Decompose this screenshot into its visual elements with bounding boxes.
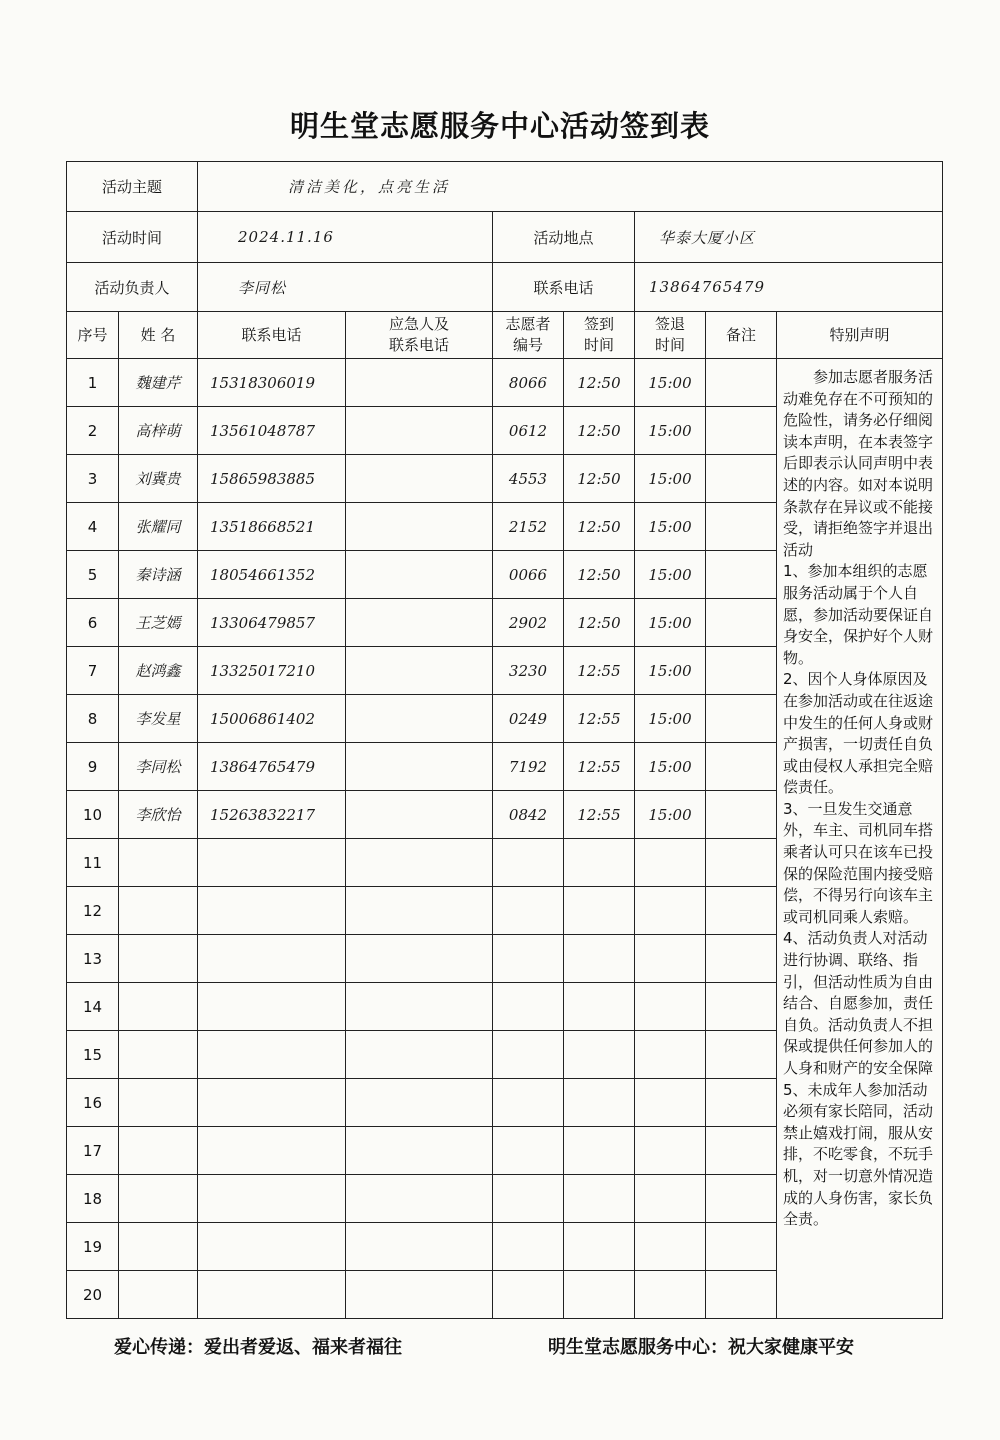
special-notice bbox=[777, 359, 943, 1319]
row-remark[interactable] bbox=[706, 935, 777, 983]
row-remark[interactable] bbox=[706, 599, 777, 647]
row-vol-id[interactable]: 8066 bbox=[493, 359, 564, 407]
row-sign-in[interactable] bbox=[564, 1175, 635, 1223]
row-seq: 6 bbox=[67, 599, 119, 647]
header-in-line2: 时间 bbox=[584, 336, 615, 354]
theme-value[interactable]: 清洁美化，点亮生活 bbox=[198, 162, 943, 212]
header-out-line1: 签退 bbox=[655, 315, 686, 333]
row-sign-out[interactable] bbox=[635, 1079, 706, 1127]
row-phone[interactable]: 18054661352 bbox=[198, 551, 346, 599]
row-remark[interactable] bbox=[706, 1079, 777, 1127]
row-remark[interactable] bbox=[706, 1271, 777, 1319]
row-name[interactable]: 秦诗涵 bbox=[119, 551, 198, 599]
row-remark[interactable] bbox=[706, 887, 777, 935]
row-phone[interactable]: 13306479857 bbox=[198, 599, 346, 647]
row-sign-out[interactable]: 15:00 bbox=[635, 503, 706, 551]
row-phone[interactable] bbox=[198, 839, 346, 887]
row-emergency[interactable] bbox=[346, 695, 493, 743]
row-name[interactable] bbox=[119, 935, 198, 983]
header-sign-out bbox=[635, 312, 706, 359]
row-sign-out[interactable]: 15:00 bbox=[635, 791, 706, 839]
row-emergency[interactable] bbox=[346, 887, 493, 935]
row-remark[interactable] bbox=[706, 983, 777, 1031]
place-value[interactable]: 华泰大厦小区 bbox=[635, 212, 943, 263]
header-emergency-line1: 应急人及 bbox=[389, 315, 450, 333]
header-emergency bbox=[346, 312, 493, 359]
row-sign-out[interactable]: 15:00 bbox=[635, 551, 706, 599]
row-vol-id[interactable]: 0066 bbox=[493, 551, 564, 599]
row-name[interactable] bbox=[119, 1079, 198, 1127]
row-sign-out[interactable]: 15:00 bbox=[635, 695, 706, 743]
row-emergency[interactable] bbox=[346, 1031, 493, 1079]
row-sign-in[interactable] bbox=[564, 1271, 635, 1319]
row-name[interactable] bbox=[119, 1271, 198, 1319]
row-phone[interactable]: 13325017210 bbox=[198, 647, 346, 695]
row-name[interactable] bbox=[119, 1031, 198, 1079]
row-phone[interactable] bbox=[198, 1031, 346, 1079]
row-sign-in[interactable]: 12:50 bbox=[564, 503, 635, 551]
row-sign-out[interactable] bbox=[635, 1271, 706, 1319]
row-remark[interactable] bbox=[706, 359, 777, 407]
row-sign-in[interactable]: 12:55 bbox=[564, 647, 635, 695]
row-vol-id[interactable]: 7192 bbox=[493, 743, 564, 791]
row-phone[interactable]: 13561048787 bbox=[198, 407, 346, 455]
row-emergency[interactable] bbox=[346, 359, 493, 407]
row-phone[interactable]: 13864765479 bbox=[198, 743, 346, 791]
row-seq: 19 bbox=[67, 1223, 119, 1271]
row-phone[interactable] bbox=[198, 887, 346, 935]
footer-right: 明生堂志愿服务中心：祝大家健康平安 bbox=[548, 1337, 854, 1358]
row-seq: 1 bbox=[67, 359, 119, 407]
row-vol-id[interactable]: 0842 bbox=[493, 791, 564, 839]
header-vol-line1: 志愿者 bbox=[505, 315, 551, 333]
header-name: 姓 名 bbox=[119, 312, 198, 359]
row-vol-id[interactable]: 0612 bbox=[493, 407, 564, 455]
row-name[interactable] bbox=[119, 983, 198, 1031]
row-phone[interactable]: 13518668521 bbox=[198, 503, 346, 551]
row-emergency[interactable] bbox=[346, 983, 493, 1031]
row-vol-id[interactable] bbox=[493, 887, 564, 935]
row-phone[interactable] bbox=[198, 935, 346, 983]
row-vol-id[interactable] bbox=[493, 1175, 564, 1223]
notice-paragraph: 2、因个人身体原因及在参加活动或在往返途中发生的任何人身或财产损害，一切责任自负或由侵权人承担完全赔偿责任。 bbox=[783, 670, 934, 797]
leader-phone-label: 联系电话 bbox=[493, 263, 635, 312]
header-in-line1: 签到 bbox=[584, 315, 615, 333]
row-emergency[interactable] bbox=[346, 1127, 493, 1175]
row-sign-out[interactable] bbox=[635, 887, 706, 935]
row-sign-in[interactable] bbox=[564, 839, 635, 887]
row-sign-in[interactable]: 12:50 bbox=[564, 599, 635, 647]
row-phone[interactable]: 15865983885 bbox=[198, 455, 346, 503]
row-remark[interactable] bbox=[706, 503, 777, 551]
row-name[interactable]: 张耀同 bbox=[119, 503, 198, 551]
row-phone[interactable] bbox=[198, 1079, 346, 1127]
row-emergency[interactable] bbox=[346, 743, 493, 791]
place-label: 活动地点 bbox=[493, 212, 635, 263]
leader-row bbox=[67, 263, 943, 312]
footer-left: 爱心传递：爱出者爱返、福来者福往 bbox=[114, 1337, 402, 1358]
row-phone[interactable] bbox=[198, 1175, 346, 1223]
row-emergency[interactable] bbox=[346, 839, 493, 887]
row-remark[interactable] bbox=[706, 455, 777, 503]
row-seq: 3 bbox=[67, 455, 119, 503]
row-sign-in[interactable]: 12:50 bbox=[564, 551, 635, 599]
header-sign-in bbox=[564, 312, 635, 359]
row-vol-id[interactable] bbox=[493, 1271, 564, 1319]
row-phone[interactable]: 15263832217 bbox=[198, 791, 346, 839]
row-seq: 15 bbox=[67, 1031, 119, 1079]
row-seq: 13 bbox=[67, 935, 119, 983]
row-sign-in[interactable] bbox=[564, 1223, 635, 1271]
row-phone[interactable]: 15006861402 bbox=[198, 695, 346, 743]
notice-paragraph: 3、一旦发生交通意外，车主、司机同车搭乘者认可只在该车已投保的保险范围内接受赔偿，不得另行向该车主或司机同乘人索赔。 bbox=[783, 799, 934, 926]
row-emergency[interactable] bbox=[346, 455, 493, 503]
row-sign-out[interactable]: 15:00 bbox=[635, 455, 706, 503]
row-sign-in[interactable]: 12:50 bbox=[564, 359, 635, 407]
leader-label: 活动负责人 bbox=[67, 263, 198, 312]
row-sign-in[interactable] bbox=[564, 935, 635, 983]
row-sign-in[interactable] bbox=[564, 1127, 635, 1175]
row-vol-id[interactable] bbox=[493, 1127, 564, 1175]
row-name[interactable]: 李欣怡 bbox=[119, 791, 198, 839]
row-seq: 4 bbox=[67, 503, 119, 551]
row-seq: 12 bbox=[67, 887, 119, 935]
row-vol-id[interactable] bbox=[493, 1031, 564, 1079]
row-name[interactable] bbox=[119, 1223, 198, 1271]
header-out-line2: 时间 bbox=[655, 336, 686, 354]
row-remark[interactable] bbox=[706, 1031, 777, 1079]
row-sign-in[interactable]: 12:55 bbox=[564, 791, 635, 839]
row-name[interactable]: 高梓萌 bbox=[119, 407, 198, 455]
row-sign-out[interactable] bbox=[635, 1127, 706, 1175]
row-emergency[interactable] bbox=[346, 599, 493, 647]
row-name[interactable] bbox=[119, 839, 198, 887]
leader-phone-value[interactable]: 13864765479 bbox=[635, 263, 943, 312]
row-remark[interactable] bbox=[706, 647, 777, 695]
row-sign-out[interactable] bbox=[635, 1223, 706, 1271]
row-emergency[interactable] bbox=[346, 407, 493, 455]
row-name[interactable]: 魏建芹 bbox=[119, 359, 198, 407]
row-name[interactable]: 王芝嫣 bbox=[119, 599, 198, 647]
row-sign-in[interactable] bbox=[564, 887, 635, 935]
row-vol-id[interactable]: 2902 bbox=[493, 599, 564, 647]
row-seq: 9 bbox=[67, 743, 119, 791]
time-label: 活动时间 bbox=[67, 212, 198, 263]
notice-paragraph: 4、活动负责人对活动进行协调、联络、指引，但活动性质为自由结合、自愿参加，责任自负。活动负责人不担保或提供任何参加人的人身和财产的安全保障 bbox=[783, 929, 934, 1077]
row-vol-id[interactable]: 3230 bbox=[493, 647, 564, 695]
column-header-row bbox=[67, 312, 943, 359]
row-vol-id[interactable]: 4553 bbox=[493, 455, 564, 503]
row-vol-id[interactable]: 0249 bbox=[493, 695, 564, 743]
row-phone[interactable] bbox=[198, 1271, 346, 1319]
row-seq: 2 bbox=[67, 407, 119, 455]
row-sign-in[interactable]: 12:50 bbox=[564, 407, 635, 455]
row-remark[interactable] bbox=[706, 407, 777, 455]
header-notice: 特别声明 bbox=[777, 312, 943, 359]
row-name[interactable]: 李同松 bbox=[119, 743, 198, 791]
row-emergency[interactable] bbox=[346, 1079, 493, 1127]
row-sign-out[interactable]: 15:00 bbox=[635, 743, 706, 791]
row-vol-id[interactable] bbox=[493, 1223, 564, 1271]
row-sign-out[interactable] bbox=[635, 1175, 706, 1223]
row-seq: 10 bbox=[67, 791, 119, 839]
row-remark[interactable] bbox=[706, 1175, 777, 1223]
row-sign-in[interactable] bbox=[564, 983, 635, 1031]
page-title: 明生堂志愿服务中心活动签到表 bbox=[289, 109, 710, 143]
row-remark[interactable] bbox=[706, 695, 777, 743]
header-seq: 序号 bbox=[67, 312, 119, 359]
row-sign-out[interactable]: 15:00 bbox=[635, 407, 706, 455]
row-sign-out[interactable] bbox=[635, 935, 706, 983]
row-sign-out[interactable] bbox=[635, 1031, 706, 1079]
row-name[interactable]: 李发星 bbox=[119, 695, 198, 743]
row-remark[interactable] bbox=[706, 743, 777, 791]
row-vol-id[interactable] bbox=[493, 935, 564, 983]
row-phone[interactable]: 15318306019 bbox=[198, 359, 346, 407]
row-emergency[interactable] bbox=[346, 935, 493, 983]
leader-value[interactable]: 李同松 bbox=[198, 263, 493, 312]
row-name[interactable] bbox=[119, 1127, 198, 1175]
notice-paragraph: 参加志愿者服务活动难免存在不可预知的危险性，请务必仔细阅读本声明，在本表签字后即表示认同声明中表述的内容。如对本说明条款存在异议或不能接受，请拒绝签字并退出活动 bbox=[783, 368, 934, 559]
row-sign-in[interactable]: 12:55 bbox=[564, 743, 635, 791]
row-sign-out[interactable]: 15:00 bbox=[635, 647, 706, 695]
row-remark[interactable] bbox=[706, 791, 777, 839]
row-name[interactable] bbox=[119, 1175, 198, 1223]
row-emergency[interactable] bbox=[346, 1175, 493, 1223]
row-seq: 8 bbox=[67, 695, 119, 743]
row-vol-id[interactable] bbox=[493, 983, 564, 1031]
row-emergency[interactable] bbox=[346, 1271, 493, 1319]
row-seq: 14 bbox=[67, 983, 119, 1031]
header-remark: 备注 bbox=[706, 312, 777, 359]
header-vol-line2: 编号 bbox=[513, 336, 544, 354]
row-remark[interactable] bbox=[706, 1223, 777, 1271]
row-seq: 7 bbox=[67, 647, 119, 695]
row-name[interactable]: 赵鸿鑫 bbox=[119, 647, 198, 695]
row-seq: 20 bbox=[67, 1271, 119, 1319]
sign-in-table bbox=[66, 161, 943, 1319]
row-seq: 18 bbox=[67, 1175, 119, 1223]
row-sign-in[interactable]: 12:50 bbox=[564, 455, 635, 503]
row-sign-in[interactable] bbox=[564, 1031, 635, 1079]
row-remark[interactable] bbox=[706, 839, 777, 887]
row-emergency[interactable] bbox=[346, 791, 493, 839]
row-sign-out[interactable] bbox=[635, 983, 706, 1031]
row-seq: 17 bbox=[67, 1127, 119, 1175]
row-phone[interactable] bbox=[198, 983, 346, 1031]
row-sign-out[interactable] bbox=[635, 839, 706, 887]
row-seq: 5 bbox=[67, 551, 119, 599]
theme-row bbox=[67, 162, 943, 212]
row-remark[interactable] bbox=[706, 551, 777, 599]
time-value[interactable]: 2024.11.16 bbox=[198, 212, 493, 263]
time-place-row bbox=[67, 212, 943, 263]
row-emergency[interactable] bbox=[346, 647, 493, 695]
row-remark[interactable] bbox=[706, 1127, 777, 1175]
header-phone: 联系电话 bbox=[198, 312, 346, 359]
table-row bbox=[67, 359, 943, 407]
row-sign-out[interactable]: 15:00 bbox=[635, 359, 706, 407]
row-seq: 11 bbox=[67, 839, 119, 887]
row-phone[interactable] bbox=[198, 1127, 346, 1175]
row-name[interactable]: 刘冀贵 bbox=[119, 455, 198, 503]
notice-paragraph: 1、参加本组织的志愿服务活动属于个人自愿，参加活动要保证自身安全，保护好个人财物。 bbox=[783, 562, 934, 667]
row-emergency[interactable] bbox=[346, 503, 493, 551]
row-name[interactable] bbox=[119, 887, 198, 935]
row-emergency[interactable] bbox=[346, 1223, 493, 1271]
row-phone[interactable] bbox=[198, 1223, 346, 1271]
theme-label: 活动主题 bbox=[67, 162, 198, 212]
row-emergency[interactable] bbox=[346, 551, 493, 599]
header-vol-id bbox=[493, 312, 564, 359]
row-sign-out[interactable]: 15:00 bbox=[635, 599, 706, 647]
header-emergency-line2: 联系电话 bbox=[389, 336, 450, 354]
row-vol-id[interactable] bbox=[493, 1079, 564, 1127]
row-vol-id[interactable]: 2152 bbox=[493, 503, 564, 551]
row-sign-in[interactable] bbox=[564, 1079, 635, 1127]
row-vol-id[interactable] bbox=[493, 839, 564, 887]
row-sign-in[interactable]: 12:55 bbox=[564, 695, 635, 743]
notice-paragraph: 5、未成年人参加活动必须有家长陪同，活动禁止嬉戏打闹，服从安排，不吃零食，不玩手机，对一切意外情况造成的人身伤害，家长负全责。 bbox=[783, 1080, 934, 1229]
row-seq: 16 bbox=[67, 1079, 119, 1127]
